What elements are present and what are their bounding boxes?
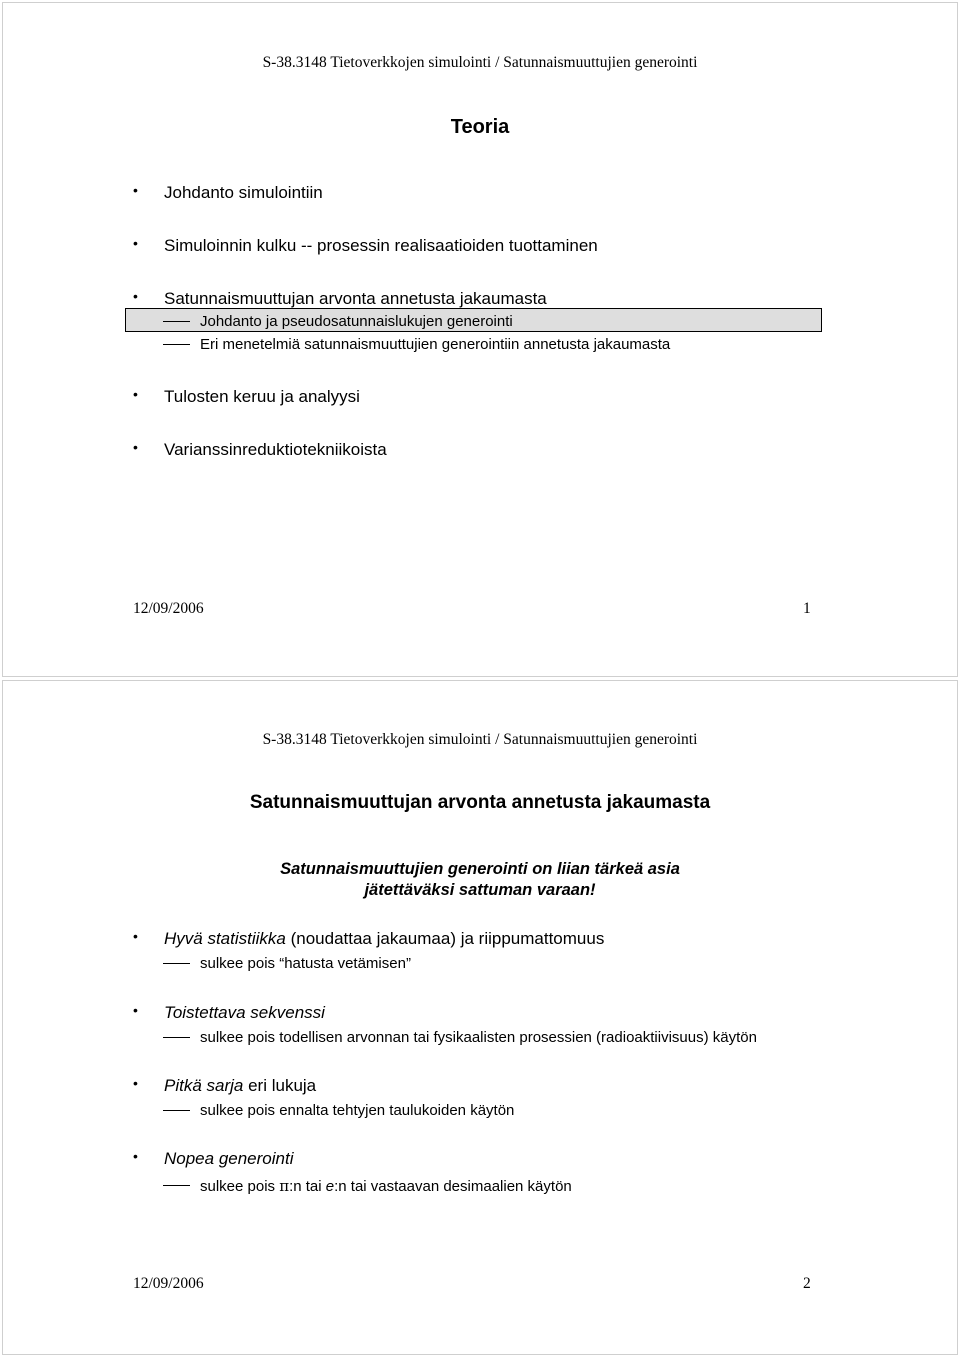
dash-icon — [163, 1037, 190, 1038]
dash-icon — [163, 963, 190, 964]
page-number: 2 — [803, 1275, 811, 1292]
bullet-icon: • — [133, 1075, 138, 1091]
slide-title: Teoria — [450, 116, 510, 138]
page-number: 1 — [803, 600, 811, 617]
dash-icon — [163, 344, 190, 345]
slide-header: S-38.3148 Tietoverkkojen simulointi / Satunnaismuuttujien generointi — [262, 54, 698, 71]
slide-title: Satunnaismuuttujan arvonta annetusta jakaumasta — [249, 792, 711, 813]
slide-subtitle: Satunnaismuuttujien generointi on liian tärkeä asia — [280, 860, 680, 878]
slide-date: 12/09/2006 — [133, 600, 204, 617]
dash-icon — [163, 1110, 190, 1111]
sub-item: sulkee pois π:n tai e:n tai vastaavan desimaalien käytön — [200, 1177, 572, 1195]
bullet-item: • Satunnaismuuttujan arvonta annetusta jakaumasta — [133, 288, 547, 308]
sub-item: sulkee pois “hatusta vetämisen” — [200, 955, 411, 972]
bullet-item: • Tulosten keruu ja analyysi — [133, 386, 360, 406]
bullet-item: • Nopea generointi — [133, 1148, 294, 1168]
bullet-item: • Johdanto simulointiin — [133, 182, 323, 202]
bullet-icon: • — [133, 1148, 138, 1164]
slide-header: S-38.3148 Tietoverkkojen simulointi / Satunnaismuuttujien generointi — [262, 731, 698, 748]
bullet-item: • Hyvä statistiikka (noudattaa jakaumaa) ja riippumattomuus — [133, 928, 605, 948]
bullet-item: • Toistettava sekvenssi — [133, 1002, 325, 1022]
slide-1 — [2, 2, 958, 677]
bullet-item: • Varianssinreduktiotekniikoista — [133, 439, 387, 459]
bullet-icon: • — [133, 1002, 138, 1018]
slide-date: 12/09/2006 — [133, 1275, 204, 1292]
bullet-icon: • — [133, 235, 138, 251]
slide-2 — [2, 680, 958, 1355]
bullet-icon: • — [133, 182, 138, 198]
bullet-icon: • — [133, 928, 138, 944]
sub-item: Eri menetelmiä satunnaismuuttujien generointiin annetusta jakaumasta — [200, 336, 670, 353]
pi-symbol: π — [279, 1177, 290, 1195]
bullet-icon: • — [133, 288, 138, 304]
bullet-icon: • — [133, 439, 138, 455]
dash-icon — [163, 321, 190, 322]
sub-item: sulkee pois todellisen arvonnan tai fysikaalisten prosessien (radioaktiivisuus) käytön — [200, 1029, 757, 1046]
sub-item: Johdanto ja pseudosatunnaislukujen generointi — [200, 313, 513, 330]
bullet-item: • Pitkä sarja eri lukuja — [133, 1075, 317, 1095]
dash-icon — [163, 1185, 190, 1186]
bullet-icon: • — [133, 386, 138, 402]
slide-subtitle: jätettäväksi sattuman varaan! — [364, 881, 596, 899]
sub-item: sulkee pois ennalta tehtyjen taulukoiden käytön — [200, 1102, 514, 1119]
bullet-item: • Simuloinnin kulku -- prosessin realisaatioiden tuottaminen — [133, 235, 598, 255]
